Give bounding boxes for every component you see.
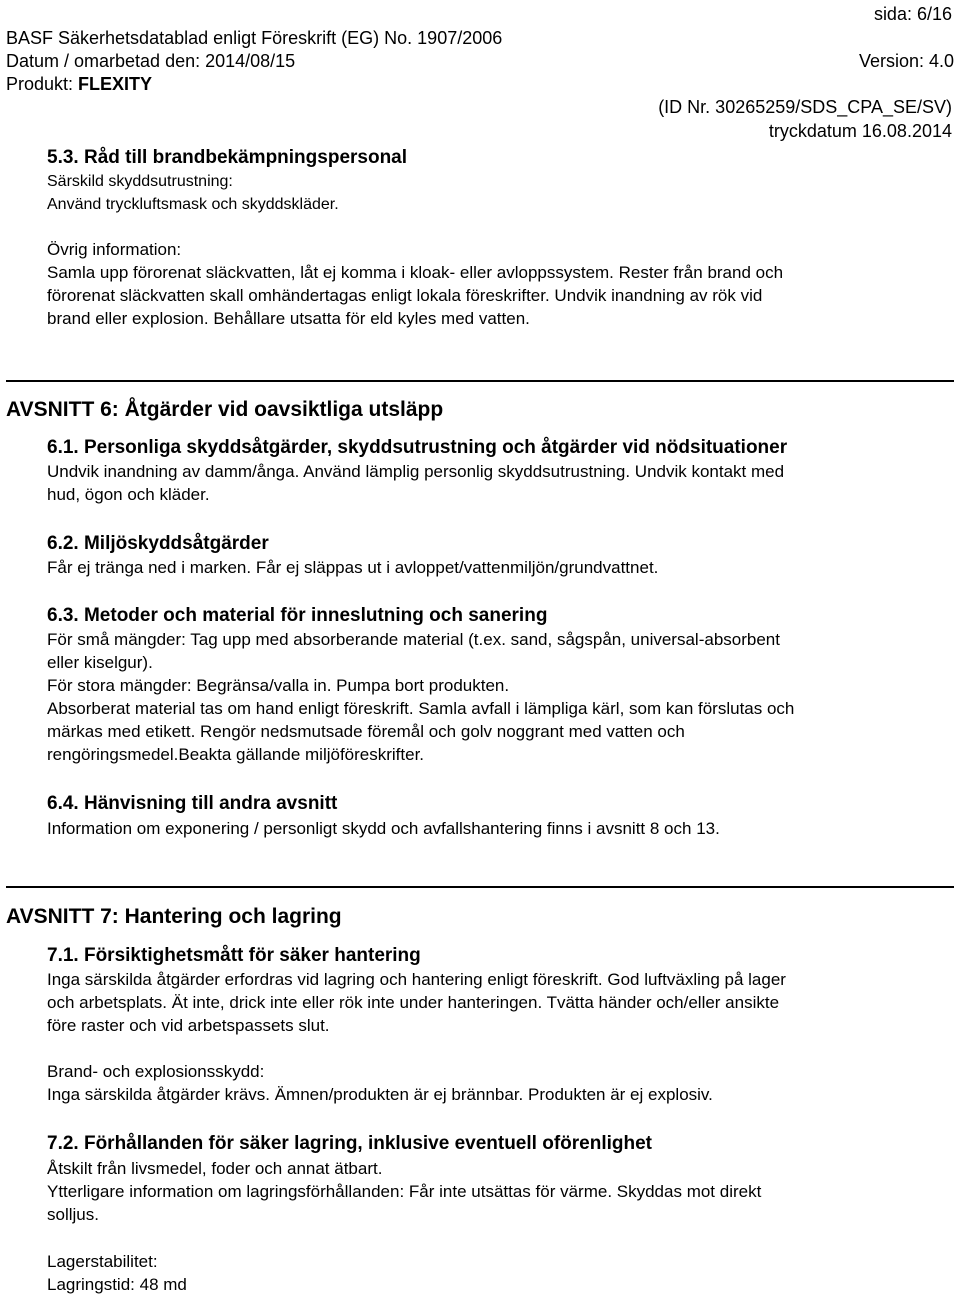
text-line: Lagringstid: 48 md [47,1275,187,1294]
text-line: brand eller explosion. Behållare utsatta för eld kyles med vatten. [47,309,530,328]
block-7-1 [47,968,786,1037]
heading-6-2: 6.2. Miljöskyddsåtgärder [47,533,269,554]
text-line: hud, ögon och kläder. [47,485,210,504]
text-line: För stora mängder: Begränsa/valla in. Pumpa bort produkten. [47,676,510,695]
heading-6-3: 6.3. Metoder och material för inneslutning och sanering [47,605,548,626]
section-divider [6,886,954,888]
product-name: FLEXITY [78,74,153,94]
text-line: Brand- och explosionsskydd: [47,1062,265,1081]
block-5-3 [47,170,339,216]
text-line: före raster och vid arbetspassets slut. [47,1016,330,1035]
document-id: (ID Nr. 30265259/SDS_CPA_SE/SV) [658,97,952,117]
section-divider [6,380,954,382]
text-line: Lagerstabilitet: [47,1252,158,1271]
heading-7-2: 7.2. Förhållanden för säker lagring, inklusive eventuell oförenlighet [47,1133,652,1154]
text-line: rengöringsmedel.Beakta gällande miljöföreskrifter. [47,745,425,764]
product-label: Produkt: [6,74,79,94]
heading-5-3: 5.3. Råd till brandbekämpningspersonal [47,147,408,168]
block-7-2-stability [47,1250,187,1296]
block-6-3 [47,628,794,766]
text-line: solljus. [47,1205,99,1224]
text-line: Särskild skyddsutrustning: [47,173,233,190]
block-7-1-fire [47,1060,713,1106]
text-line: Ytterligare information om lagringsförhållanden: Får inte utsättas för värme. Skyddas mot direkt [47,1182,762,1201]
section-6-title: AVSNITT 6: Åtgärder vid oavsiktliga utsläpp [6,398,444,421]
text-line: Undvik inandning av damm/ånga. Använd lämplig personlig skyddsutrustning. Undvik kontakt med [47,462,785,481]
section-7-title: AVSNITT 7: Hantering och lagring [6,905,342,928]
text-line: Åtskilt från livsmedel, foder och annat ätbart. [47,1159,383,1178]
text-line: förorenat släckvatten skall omhändertagas enligt lokala föreskrifter. Undvik inandning av rök vid [47,286,763,305]
block-5-3-other [47,238,783,330]
text-line: Information om exponering / personligt skydd och avfallshantering finns i avsnitt 8 och 13. [47,819,720,838]
block-7-2 [47,1157,761,1226]
text-line: Övrig information: [47,240,182,259]
page-number: sida: 6/16 [873,4,952,24]
product-line [6,73,152,95]
text-line: Inga särskilda åtgärder krävs. Ämnen/produkten är ej brännbar. Produkten är ej explosiv. [47,1085,713,1104]
block-6-1 [47,460,784,506]
block-6-4 [47,817,720,840]
version-label: Version: 4.0 [858,51,954,71]
print-date: tryckdatum 16.08.2014 [768,121,952,141]
text-line: Inga särskilda åtgärder erfordras vid lagring och hantering enligt föreskrift. God luftväxling på lager [47,970,786,989]
revision-date: Datum / omarbetad den: 2014/08/15 [6,51,296,71]
text-line: Absorberat material tas om hand enligt föreskrift. Samla avfall i lämpliga kärl, som kan förslutas och [47,699,795,718]
heading-6-4: 6.4. Hänvisning till andra avsnitt [47,793,338,814]
text-line: För små mängder: Tag upp med absorberande material (t.ex. sand, sågspån, universal-absorbent [47,630,780,649]
text-line: märkas med etikett. Rengör nedsmutsade föremål och golv noggrant med vatten och [47,722,685,741]
text-line: eller kiselgur). [47,653,153,672]
text-line: Får ej tränga ned i marken. Får ej släppas ut i avloppet/vattenmiljön/grundvattnet. [47,558,659,577]
text-line: och arbetsplats. Ät inte, drick inte eller rök inte under hanteringen. Tvätta händer och/eller ansikte [47,993,780,1012]
document-title: BASF Säkerhetsdatablad enligt Föreskrift (EG) No. 1907/2006 [6,28,503,48]
text-line: Använd tryckluftsmask och skyddskläder. [47,196,339,213]
heading-6-1: 6.1. Personliga skyddsåtgärder, skyddsutrustning och åtgärder vid nödsituationer [47,437,788,458]
block-6-2 [47,556,658,579]
text-line: Samla upp förorenat släckvatten, låt ej komma i kloak- eller avloppssystem. Rester från brand och [47,263,784,282]
heading-7-1: 7.1. Försiktighetsmått för säker hantering [47,945,421,966]
